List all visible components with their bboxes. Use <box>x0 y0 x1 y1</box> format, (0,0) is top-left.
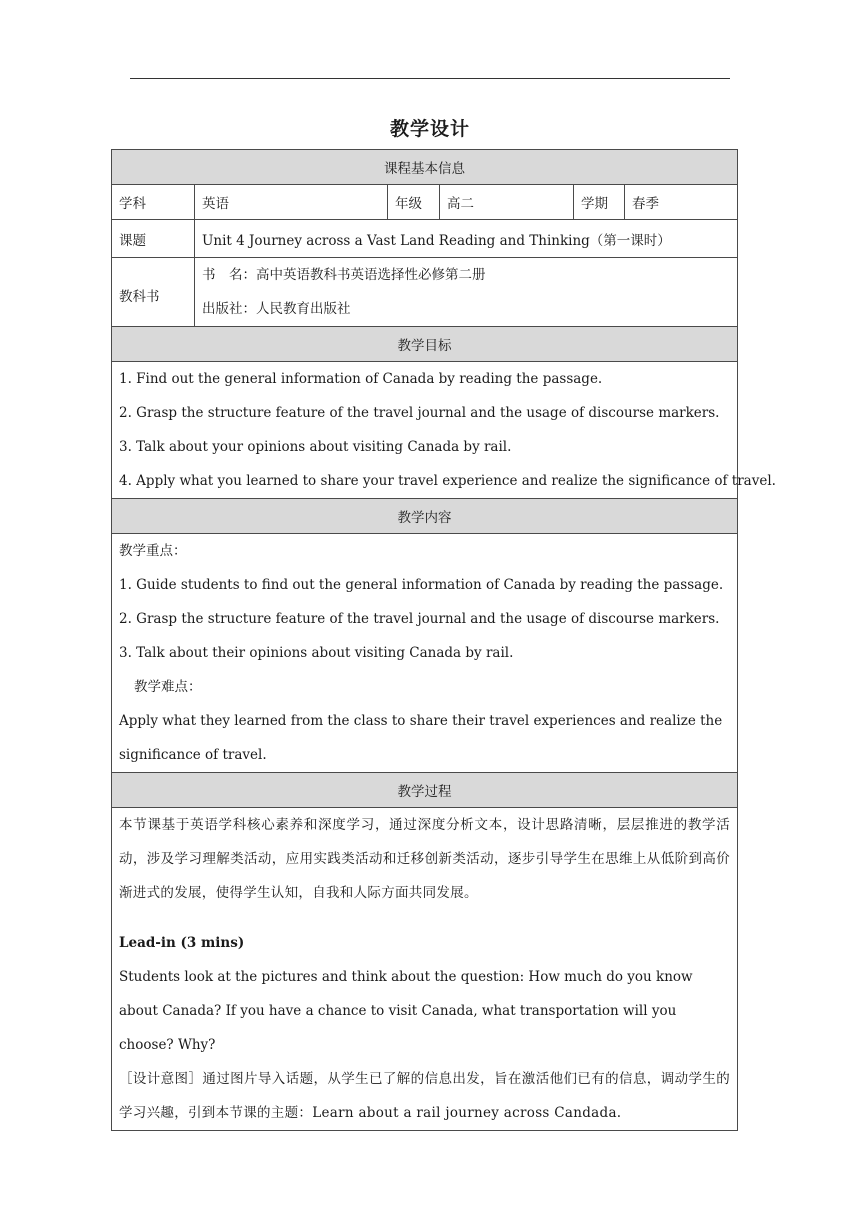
objective-item-3: 3. Talk about your opinions about visiting Canada by rail. <box>119 439 512 455</box>
key-point-item-2: 2. Grasp the structure feature of the travel journal and the usage of discourse markers. <box>119 611 720 627</box>
textbook-label-text: 教科书 <box>119 289 160 305</box>
leadin-title: Lead-in (3 mins) <box>119 935 245 951</box>
topic-label: 课题 <box>112 220 195 258</box>
objective-item-2: 2. Grasp the structure feature of the travel journal and the usage of discourse markers. <box>119 405 720 421</box>
term-label: 学期 <box>574 185 625 220</box>
key-point-item-3: 3. Talk about their opinions about visiting Canada by rail. <box>119 645 514 661</box>
key-points-label: 教学重点： <box>119 543 187 559</box>
textbook-label <box>112 258 195 327</box>
difficulty-label: 教学难点： <box>134 679 202 695</box>
section-header-content: 教学内容 <box>112 499 738 534</box>
process-body <box>112 808 738 1131</box>
textbook-name: 书 名：高中英语教科书英语选择性必修第二册 <box>202 267 486 283</box>
key-point-item-1: 1. Guide students to find out the general information of Canada by reading the passage. <box>119 577 724 593</box>
lesson-plan-table <box>111 149 776 1131</box>
objectives-list <box>112 362 776 499</box>
header-rule <box>130 78 730 79</box>
section-header-process: 教学过程 <box>112 773 738 808</box>
term-value: 春季 <box>625 185 738 220</box>
objective-item-1: 1. Find out the general information of Canada by reading the passage. <box>119 371 603 387</box>
section-header-basic-info: 课程基本信息 <box>112 150 738 185</box>
document-title: 教学设计 <box>389 118 470 140</box>
grade-label: 年级 <box>388 185 440 220</box>
leadin-text: Students look at the pictures and think about the question: How much do you know about Canada? If you have a chance to visit Canada, what transportation will you choose? Why? <box>119 969 693 1053</box>
grade-value: 高二 <box>440 185 574 220</box>
spacer <box>119 910 730 926</box>
textbook-publisher: 出版社：人民教育出版社 <box>202 301 351 317</box>
difficulty-text: Apply what they learned from the class to share their travel experiences and realize the significance of travel. <box>119 713 723 763</box>
design-intent: ［设计意图］通过图片导入话题，从学生已了解的信息出发，旨在激活他们已有的信息，调动学生的学习兴趣，引到本节课的主题：Learn about a rail journey across Candada. <box>119 1071 731 1121</box>
subject-label: 学科 <box>112 185 195 220</box>
section-header-objectives: 教学目标 <box>112 327 738 362</box>
subject-value: 英语 <box>195 185 388 220</box>
process-intro: 本节课基于英语学科核心素养和深度学习，通过深度分析文本，设计思路清晰，层层推进的教学活动，涉及学习理解类活动，应用实践类活动和迁移创新类活动，逐步引导学生在思维上从低阶到高价渐进式的发展，使得学生认知，自我和人际方面共同发展。 <box>119 817 731 901</box>
topic-value: Unit 4 Journey across a Vast Land Reading and Thinking（第一课时） <box>195 220 738 258</box>
content-body <box>112 534 738 773</box>
objective-item-4: 4. Apply what you learned to share your travel experience and realize the significance of travel. <box>119 473 776 489</box>
textbook-info <box>195 258 738 327</box>
